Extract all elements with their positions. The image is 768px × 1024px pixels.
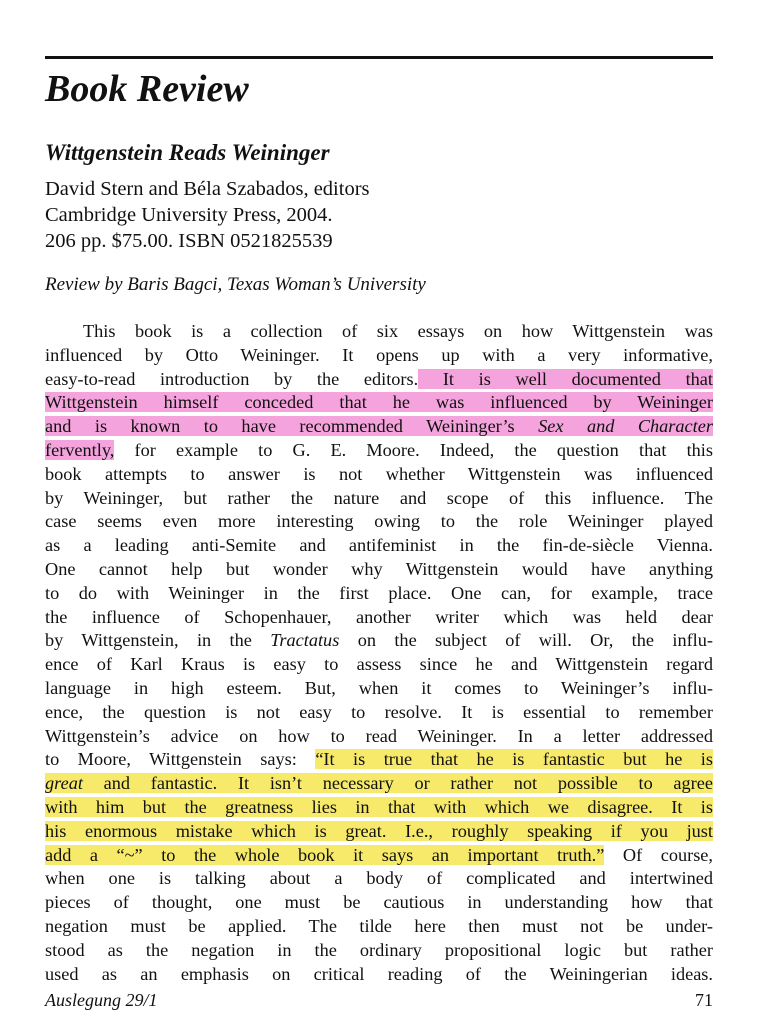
book-title: Wittgenstein Reads Weininger [45,140,330,165]
body-line: fervently, for example to G. E. Moore. Indeed, the question that this [45,439,713,460]
body-line: negation must be applied. The tilde here then must not be under- [45,915,713,936]
body-line: book attempts to answer is not whether Wittgenstein was influenced [45,463,713,484]
body-line: language in high esteem. But, when it comes to Weininger’s influ- [45,677,713,698]
yellow-highlight: his enormous mistake which is great. I.e., roughly speaking if you just [45,820,713,841]
book-title-italic: Tractatus [270,630,340,651]
body-line: case seems even more interesting owing to the role Weininger played [45,511,713,532]
document-page [45,0,713,1024]
body-line: This book is a collection of six essays on how Wittgenstein was [83,321,713,341]
body-line: pieces of thought, one must be cautious in understanding how that [45,892,713,913]
pink-highlight: and is known to have recommended Weininger’s Sex and Character [45,416,713,437]
body-line: One cannot help but wonder why Wittgenstein would have anything [45,558,713,579]
body-line [45,796,713,820]
top-rule [45,56,713,59]
body-line: ence, the question is not easy to resolve. It is essential to remember [45,701,713,722]
body-line: the influence of Schopenhauer, another writer which was held dear [45,606,713,627]
body-line: stood as the negation in the ordinary propositional logic but rather [45,939,713,960]
yellow-highlight: “It is true that he is fantastic but he is [315,749,713,770]
body-line: used as an emphasis on critical reading of the Weiningerian ideas. [45,963,713,984]
yellow-highlight: great and fantastic. It isn’t necessary or rather not possible to agree [45,773,713,794]
section-heading: Book Review [45,68,249,110]
body-line [45,820,713,844]
body-line: influenced by Otto Weininger. It opens up with a very informative, [45,344,713,365]
body-line: add a “~” to the whole book it says an important truth.” Of course, [45,844,713,865]
body-line [45,772,713,796]
footer-page-number: 71 [695,990,713,1010]
book-metadata [45,176,713,254]
review-body [45,320,713,986]
body-line: when one is talking about a body of complicated and intertwined [45,868,713,889]
book-details: 206 pp. $75.00. ISBN 0521825539 [45,230,333,252]
pink-highlight: It is well documented that [418,368,713,389]
footer-journal-name: Auslegung 29/1 [45,990,158,1010]
book-publisher: Cambridge University Press, 2004. [45,204,333,226]
book-title-italic: Sex and Character [538,416,713,437]
pink-highlight: Wittgenstein himself conceded that he was influenced by Weininger [45,392,713,413]
body-line: easy-to-read introduction by the editors. It is well documented that [45,368,713,389]
book-editors: David Stern and Béla Szabados, editors [45,178,370,200]
yellow-highlight: add a “~” to the whole book it says an important truth.” [45,844,605,865]
body-line: ence of Karl Kraus is easy to assess since he and Wittgenstein regard [45,654,713,675]
emphasis-italic: great [45,773,83,794]
body-line [45,415,713,439]
body-line: by Wittgenstein, in the Tractatus on the subject of will. Or, the influ- [45,630,713,651]
body-line: to Moore, Wittgenstein says: “It is true that he is fantastic but he is [45,749,713,770]
body-line: as a leading anti-Semite and antifeminist in the fin-de-siècle Vienna. [45,535,713,556]
pink-highlight: fervently, [45,439,115,460]
reviewer-byline: Review by Baris Bagci, Texas Woman’s University [45,274,426,295]
body-line: to do with Weininger in the first place. One can, for example, trace [45,582,713,603]
body-line: by Weininger, but rather the nature and scope of this influence. The [45,487,713,508]
yellow-highlight: with him but the greatness lies in that with which we disagree. It is [45,796,713,817]
body-line [45,391,713,415]
body-line: Wittgenstein’s advice on how to read Weininger. In a letter addressed [45,725,713,746]
